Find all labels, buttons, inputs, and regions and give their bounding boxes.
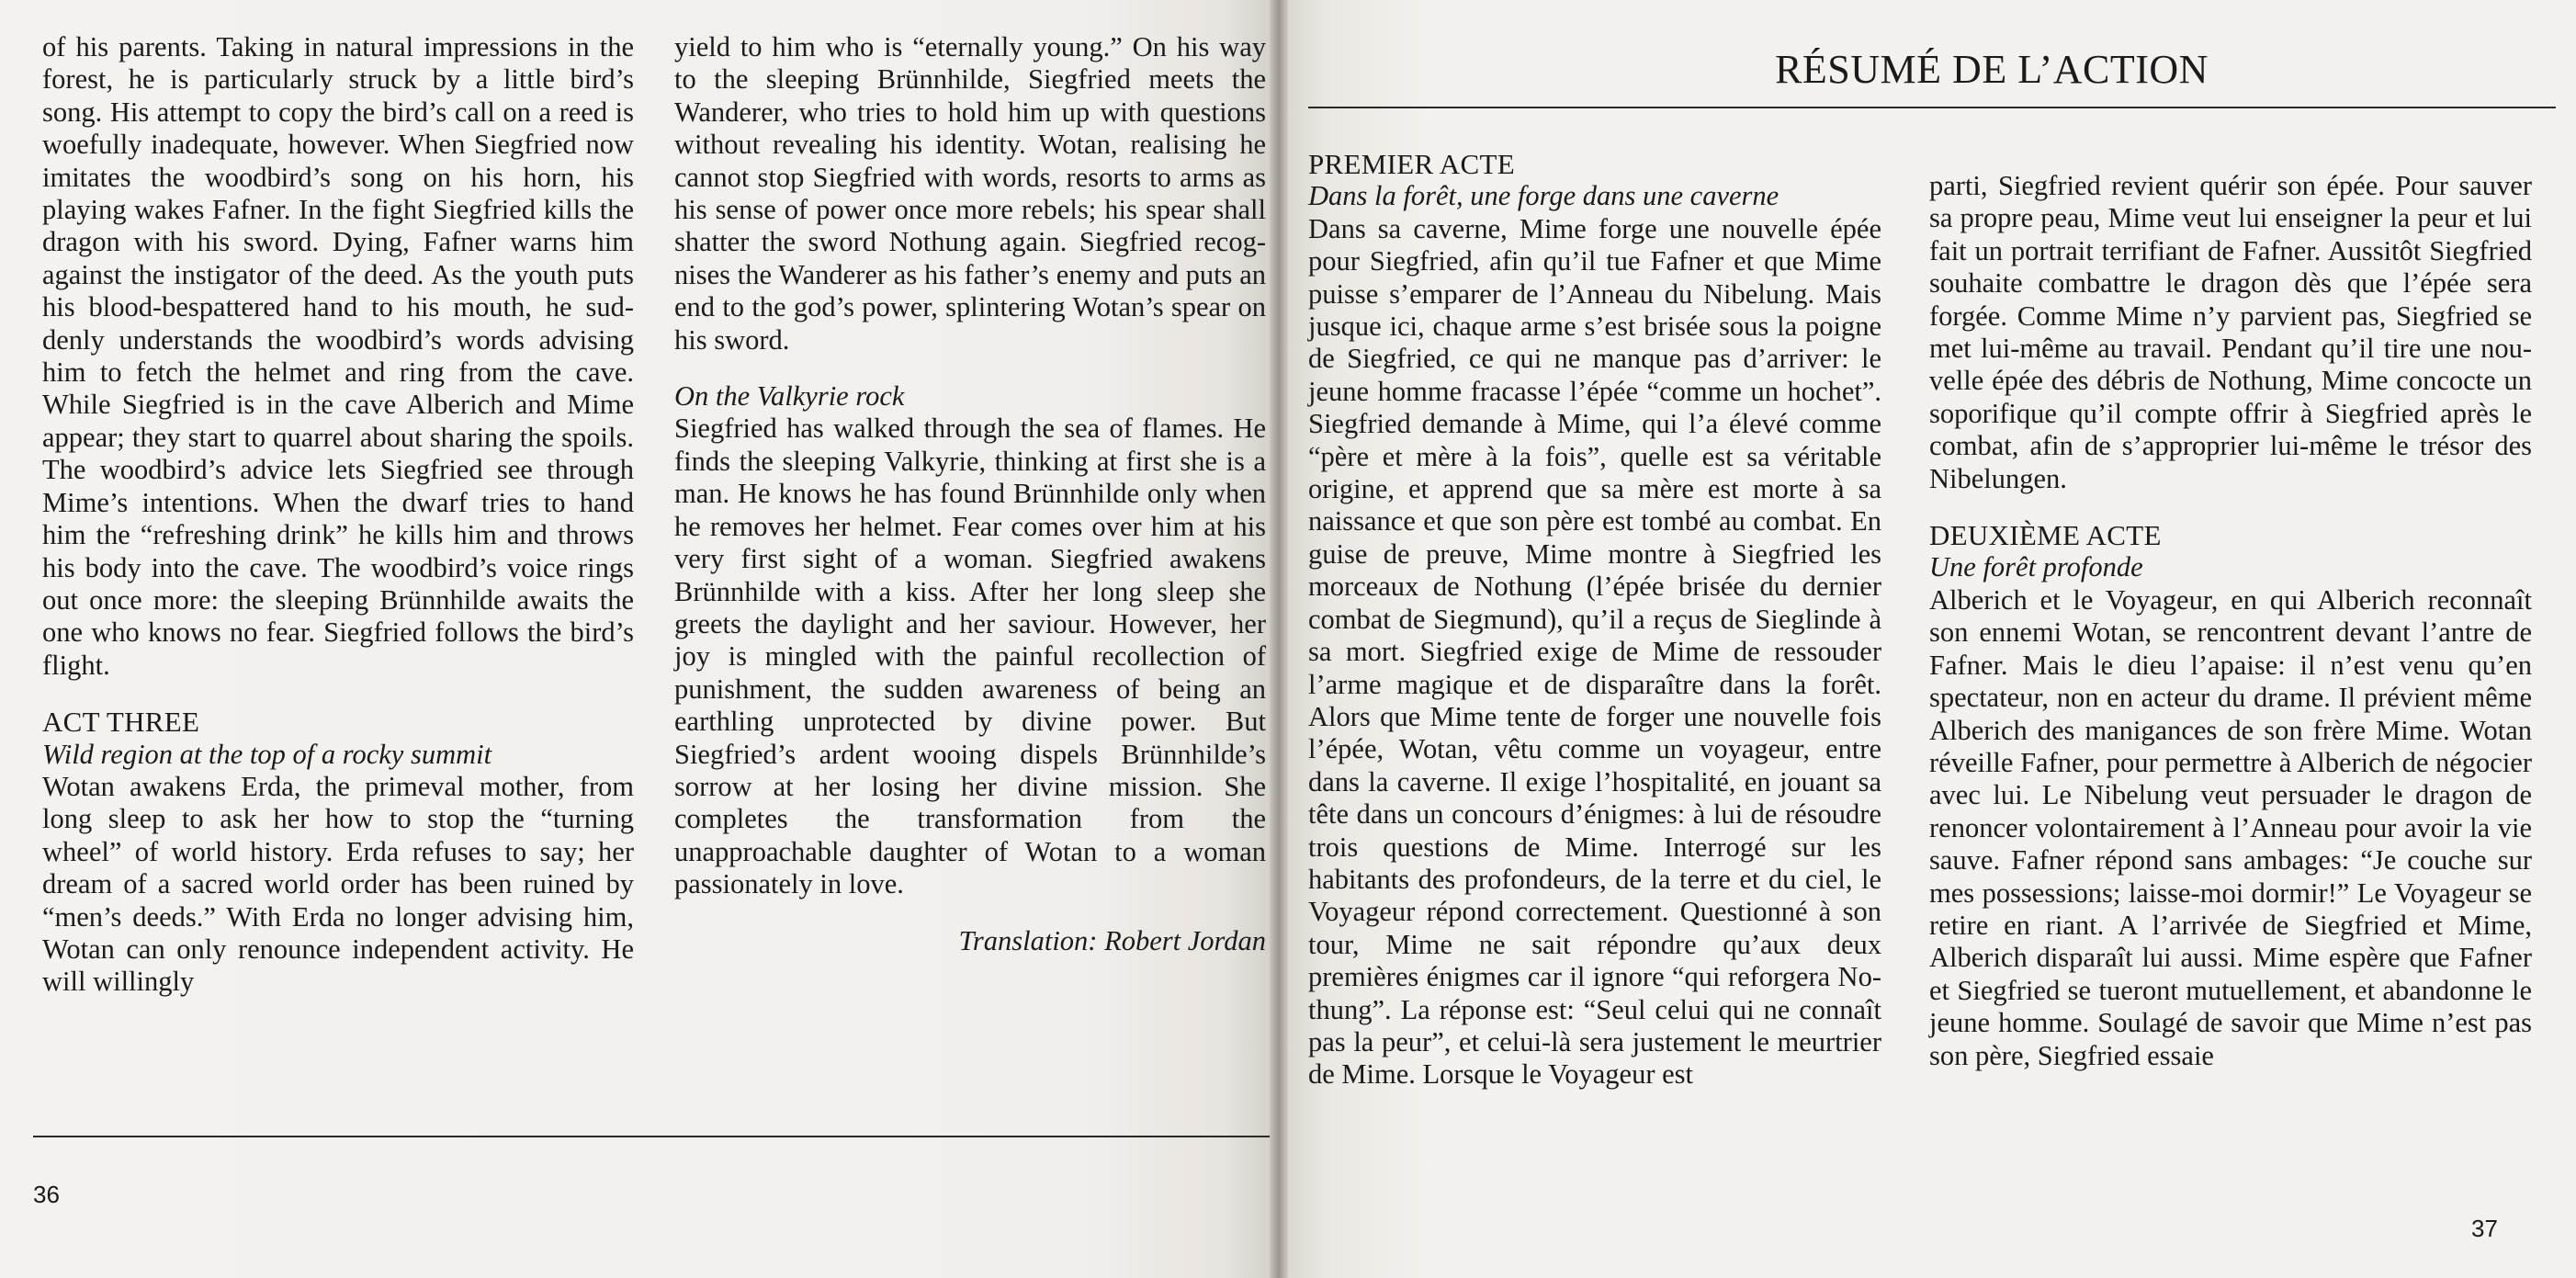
body-paragraph: parti, Siegfried revient quérir son épée. Pour sauver sa propre peau, Mime veut lui enseigner la peur et lui fait un portrait terrifiant de Fafner. Aussitôt Siegfried souhaite combattre le dragon dès que l’épée sera forgée. Comme Mime n’y parvient pas, Siegfried se met lui-même au travail. Pendant qu’il tire une nouvelle épée des débris de Nothung, Mime concocte un soporifique qu’il compte offrir à Siegfried après le combat, afin de s’approprier lui-même le trésor des Nibelungen.	[1929, 170, 2532, 494]
body-paragraph: Dans sa caverne, Mime forge une nouvelle épée pour Siegfried, afin qu’il tue Fafner et que Mime puisse s’emparer de l’Anneau du Nibelung. Mais jusque ici, chaque arme s’est brisée sous la poigne de Siegfried, ce qui ne manque pas d’arriver: le jeune homme fracasse l’épée “comme un hochet”. Siegfried demande à Mime, qui l’a élevé comme “père et mère à la fois”, quelle est sa véritable origine, et apprend que sa mère est morte à sa naissance et que son père est tombé au combat. En guise de preuve, Mime montre à Siegfried les morceaux de Nothung (l’épée brisée du dernier combat de Siegmund), qu’il a reçus de Sieglinde à sa mort. Siegfried exige de Mime de ressouder l’arme magique et de disparaître dans la forêt. Alors que Mime tente de forger une nouvelle fois l’épée, Wotan, vêtu comme un voyageur, entre dans la caverne. Il exige l’hospitalité, en jouant sa tête dans un concours d’énigmes: à lui de résoudre trois questions de Mime. Interrogé sur les habitants des profondeurs, de la terre et du ciel, le Voyageur répond correctement. Questionné à son tour, Mime ne sait répondre qu’aux deux premières énigmes car il ignore “qui reforgera Nothung”. La réponse est: “Seul celui qui ne connaît pas la peur”, et celui-là sera justement le meurtrier de Mime. Lorsque le Voyageur est	[1308, 212, 1881, 1091]
book-gutter	[1270, 0, 1288, 1278]
scene-subheading: Une forêt profonde	[1929, 551, 2143, 583]
body-paragraph: Wotan awakens Erda, the primeval mother, from long sleep to ask her how to stop the “turning wheel” of world history. Erda refuses to say; her dream of a sacred world order has been ruined by “men’s deeds.” With Erda no longer advising him, Wotan can only renounce independent activity. He will willingly	[42, 770, 634, 998]
footer-rule	[33, 1136, 1275, 1137]
body-paragraph: yield to him who is “eternally young.” On his way to the sleeping Brünnhilde, Siegfried meets the Wanderer, who tries to hold him up with questions without revealing his identity. Wotan, realising he cannot stop Siegfried with words, resorts to arms as his sense of power once more rebels; his spear shall shatter the sword Nothung again. Siegfried recognises the Wanderer as his father’s enemy and puts an end to the god’s power, splintering Wotan’s spear on his sword.	[674, 31, 1266, 356]
body-paragraph: Alberich et le Voyageur, en qui Alberich reconnaît son ennemi Wotan, se rencontrent devant l’antre de Fafner. Mais le dieu l’apaise: il n’est venu qu’en spectateur, non en acteur du drame. Il prévient même Alberich des manigances de son frère Mime. Wotan réveille Fafner, pour permettre à Alberich de négocier avec lui. Le Nibelung veut persuader le dragon de renoncer volontairement à l’Anneau pour avoir la vie sauve. Fafner répond sans ambages: “Je couche sur mes possessions; laisse-moi dormir!” Le Voyageur se retire en riant. A l’arrivée de Siegfried et Mime, Alberich disparaît lui aussi. Mime espère que Fafner et Siegfried se tueront mutuellement, et abandonne le jeune homme. Soulagé de savoir que Mime n’est pas son père, Siegfried essaie	[1929, 583, 2532, 1071]
right-column-2	[1929, 170, 2532, 1072]
header-rule	[1308, 107, 2556, 108]
left-column-2	[674, 31, 1266, 957]
page-number: 36	[33, 1181, 60, 1208]
translation-credit: Translation: Robert Jordan	[958, 924, 1266, 956]
scene-subheading: Wild region at the top of a rocky summit	[42, 738, 492, 770]
act-heading: ACT THREE	[42, 706, 200, 739]
page-title: RÉSUMÉ DE L’ACTION	[1775, 47, 2209, 92]
act-heading: DEUXIÈME ACTE	[1929, 519, 2162, 552]
left-page	[0, 0, 1275, 1278]
page-number: 37	[2471, 1215, 2498, 1242]
scene-subheading: Dans la forêt, une forge dans une caverne	[1308, 180, 1779, 212]
act-heading: PREMIER ACTE	[1308, 148, 1515, 180]
right-column-1	[1308, 148, 1881, 1091]
body-paragraph: of his parents. Taking in natural impressions in the forest, he is particularly struck by a little bird’s song. His attempt to copy the bird’s call on a reed is woefully inadequate, however. When Siegfried now imitates the woodbird’s song on his horn, his playing wakes Fafner. In the fight Siegfried kills the dragon with his sword. Dying, Fafner warns him against the instigator of the deed. As the youth puts his blood-bespattered hand to his mouth, he suddenly understands the woodbird’s words advising him to fetch the helmet and ring from the cave. While Siegfried is in the cave Alberich and Mime appear; they start to quarrel about sharing the spoils. The woodbird’s advice lets Siegfried see through Mime’s intentions. When the dwarf tries to hand him the “refreshing drink” he kills him and throws his body into the cave. The woodbird’s voice rings out once more: the sleeping Brünnhilde awaits the one who knows no fear. Siegfried follows the bird’s flight.	[42, 31, 634, 681]
right-page	[1275, 0, 2576, 1278]
scene-subheading: On the Valkyrie rock	[674, 380, 905, 413]
left-column-1	[42, 31, 634, 999]
body-paragraph: Siegfried has walked through the sea of flames. He finds the sleeping Valkyrie, thinking at first she is a man. He knows he has found Brünnhilde only when he removes her helmet. Fear comes over him at his very first sight of a woman. Siegfried awakens Brünnhilde with a kiss. After her long sleep she greets the daylight and her saviour. However, her joy is mingled with the painful recollection of punishment, the sudden awareness of being an earthling unprotected by divine power. But Siegfried’s ardent wooing dispels Brünnhilde’s sorrow at her losing her divine mission. She completes the transformation from the unapproachable daughter of Wotan to a woman passionately in love.	[674, 413, 1266, 900]
